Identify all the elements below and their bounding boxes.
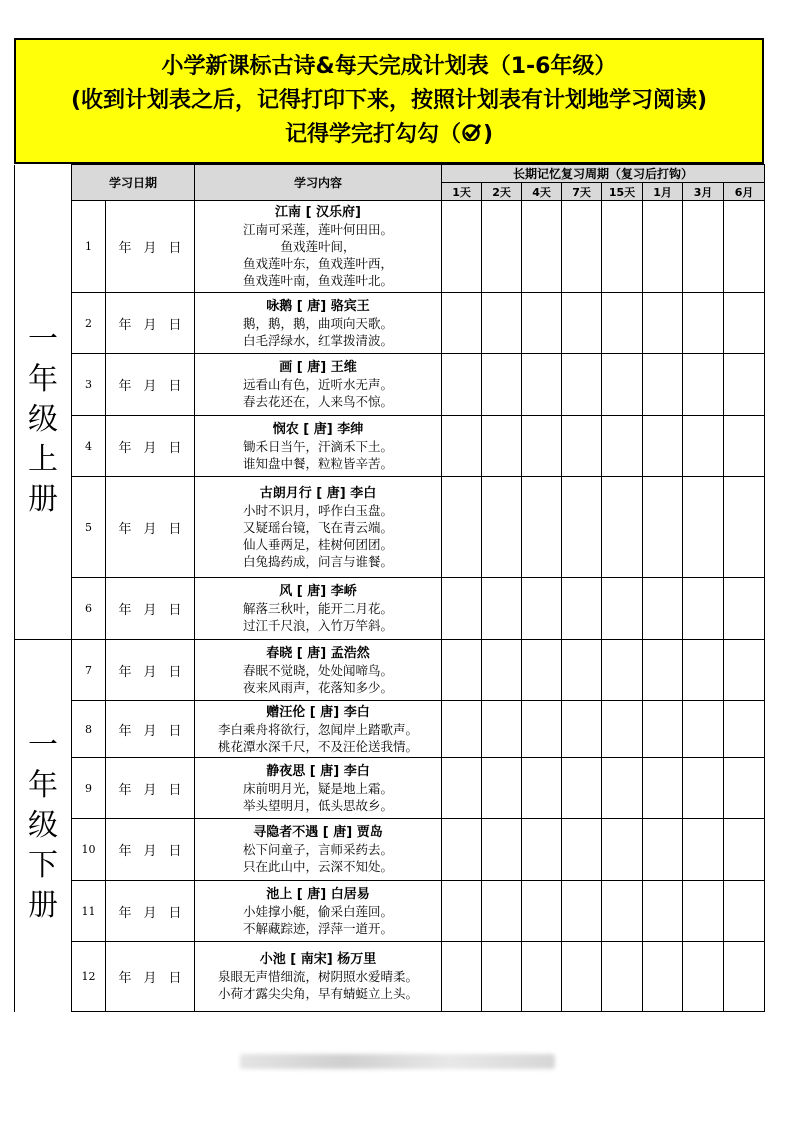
review-checkbox-cell[interactable] [643,201,683,293]
date-field[interactable] [106,354,195,416]
review-checkbox-cell[interactable] [442,942,482,1012]
review-checkbox-cell[interactable] [442,416,482,477]
grade-header-blank [15,165,72,201]
review-checkbox-cell[interactable] [602,477,643,578]
review-checkbox-cell[interactable] [683,578,724,640]
review-checkbox-cell[interactable] [724,293,765,354]
date-part-label: 月 [143,379,157,394]
date-part-label: 日 [168,521,182,537]
date-part-label: 年 [118,440,132,456]
review-checkbox-cell[interactable] [522,578,562,640]
date-part-label: 年 [118,521,132,537]
review-checkbox-cell[interactable] [602,201,643,293]
date-part-label: 日 [168,440,182,456]
row-number: 5 [72,477,106,578]
poem-content [195,354,442,416]
review-checkbox-cell[interactable] [602,701,643,758]
poem-line: 锄禾日当午，汗滴禾下土。 [243,438,394,454]
review-checkbox-cell[interactable] [442,354,482,416]
row-number: 7 [72,640,106,701]
row-number: 6 [72,578,106,640]
review-checkbox-cell[interactable] [482,477,522,578]
date-part-label: 年 [118,379,132,394]
poem-line: 泉眼无声惜细流，树阴照水爱晴柔。 [218,969,419,984]
grade-char: 一 [28,727,58,763]
date-part-label: 月 [143,844,157,859]
review-checkbox-cell[interactable] [724,819,765,881]
review-checkbox-cell[interactable] [482,201,522,293]
date-part-label: 日 [168,971,182,986]
row-number: 2 [72,293,106,354]
review-checkbox-cell[interactable] [522,758,562,819]
row-number: 8 [72,701,106,758]
review-checkbox-cell[interactable] [724,942,765,1012]
date-part-label: 年 [118,664,132,680]
review-checkbox-cell[interactable] [482,293,522,354]
review-checkbox-cell[interactable] [643,758,683,819]
review-day-header: 1月 [643,183,683,201]
date-part-label: 日 [168,723,182,739]
poem-line: 白兔捣药成，问言与谁餐。 [243,553,394,569]
poem-title: 寻隐者不遇 [ 唐] 贾岛 [253,825,383,840]
poem-row [15,640,765,701]
poem-content [195,578,442,640]
date-part-label: 月 [143,440,157,456]
review-checkbox-cell[interactable] [602,758,643,819]
row-number: 3 [72,354,106,416]
poem-line: 解落三秋叶，能开二月花。 [243,601,394,616]
review-checkbox-cell[interactable] [643,354,683,416]
poem-title: 悯农 [ 唐] 李绅 [272,421,364,437]
review-checkbox-cell[interactable] [522,477,562,578]
poem-line: 不解藏踪迹，浮萍一道开。 [243,920,394,936]
review-checkbox-cell[interactable] [643,477,683,578]
grade-char: 年 [28,767,58,803]
poem-line: 松下问童子，言师采药去。 [243,842,394,857]
date-field[interactable] [106,819,195,881]
poem-line: 鱼戏莲叶东，鱼戏莲叶西， [243,256,394,271]
date-part-label: 月 [143,905,157,921]
date-part-label: 月 [143,971,157,986]
col-review-cycle: 长期记忆复习周期（复习后打钩） [442,165,765,183]
review-checkbox-cell[interactable] [643,881,683,942]
review-checkbox-cell[interactable] [442,701,482,758]
date-field[interactable] [106,758,195,819]
date-part-label: 年 [118,723,132,739]
date-part-label: 月 [143,723,157,739]
poem-row [15,354,765,416]
date-part-label: 月 [143,664,157,680]
date-part-label: 日 [168,603,182,618]
review-checkbox-cell[interactable] [724,640,765,701]
poem-title: 春晓 [ 唐] 孟浩然 [266,645,370,661]
col-study-content: 学习内容 [195,165,442,201]
row-number: 4 [72,416,106,477]
date-part-label: 月 [143,317,157,333]
review-checkbox-cell[interactable] [724,201,765,293]
date-field[interactable] [106,640,195,701]
review-checkbox-cell[interactable] [522,881,562,942]
header-reminder-text: 记得学完打勾勾（ [284,122,461,147]
row-number: 12 [72,942,106,1012]
review-checkbox-cell[interactable] [562,578,602,640]
poem-row [15,201,765,293]
grade-label [15,201,72,640]
poem-line: 过江千尺浪，入竹万竿斜。 [243,618,394,633]
review-checkbox-cell[interactable] [482,640,522,701]
review-checkbox-cell[interactable] [562,201,602,293]
date-part-label: 日 [168,379,182,394]
review-checkbox-cell[interactable] [522,819,562,881]
plan-sheet [14,38,764,1012]
poem-title: 赠汪伦 [ 唐] 李白 [266,704,370,720]
poem-line: 举头望明月，低头思故乡。 [243,797,394,813]
review-checkbox-cell[interactable] [482,701,522,758]
review-checkbox-cell[interactable] [482,881,522,942]
poem-row [15,578,765,640]
review-checkbox-cell[interactable] [522,293,562,354]
date-field[interactable] [106,477,195,578]
review-checkbox-cell[interactable] [562,942,602,1012]
col-study-date: 学习日期 [72,165,195,201]
review-checkbox-cell[interactable] [482,578,522,640]
date-part-label: 月 [143,521,157,537]
review-day-header: 7天 [562,183,602,201]
grade-char: 下 [28,847,58,883]
poem-content [195,819,442,881]
poem-row [15,758,765,819]
poem-title: 池上 [ 唐] 白居易 [266,886,370,902]
review-checkbox-cell[interactable] [724,578,765,640]
review-checkbox-cell[interactable] [683,416,724,477]
review-day-header: 4天 [522,183,562,201]
date-part-label: 日 [168,664,182,680]
poem-content [195,942,442,1012]
review-checkbox-cell[interactable] [562,758,602,819]
date-field[interactable] [106,578,195,640]
date-part-label: 月 [143,782,157,798]
review-checkbox-cell[interactable] [442,881,482,942]
poem-line: 仙人垂两足，桂树何团团。 [243,536,394,552]
review-checkbox-cell[interactable] [562,640,602,701]
poem-row [15,477,765,578]
review-checkbox-cell[interactable] [643,942,683,1012]
poem-title: 江南 [ 汉乐府] [275,205,361,220]
poem-row [15,416,765,477]
review-checkbox-cell[interactable] [482,819,522,881]
review-checkbox-cell[interactable] [683,701,724,758]
review-checkbox-cell[interactable] [602,640,643,701]
review-checkbox-cell[interactable] [643,819,683,881]
poem-content [195,416,442,477]
poem-row [15,942,765,1012]
review-checkbox-cell[interactable] [482,942,522,1012]
poem-line: 鱼戏莲叶南，鱼戏莲叶北。 [243,273,394,288]
review-day-header: 15天 [602,183,643,201]
poem-content [195,881,442,942]
date-field[interactable] [106,942,195,1012]
header-title: 小学新课标古诗&每天完成计划表（1-6年级） [161,54,617,79]
poem-title: 小池 [ 南宋] 杨万里 [259,952,377,967]
poem-line: 桃花潭水深千尺，不及汪伦送我情。 [218,738,419,754]
date-part-label: 日 [168,905,182,921]
review-checkbox-cell[interactable] [562,293,602,354]
review-checkbox-cell[interactable] [522,701,562,758]
poem-line: 谁知盘中餐，粒粒皆辛苦。 [243,455,394,471]
review-checkbox-cell[interactable] [602,354,643,416]
review-checkbox-cell[interactable] [442,293,482,354]
review-checkbox-cell[interactable] [442,819,482,881]
poem-line: 鱼戏莲叶间， [280,239,356,254]
grade-char: 级 [28,401,58,437]
review-checkbox-cell[interactable] [643,701,683,758]
poem-line: 又疑瑶台镜，飞在青云端。 [243,519,394,535]
review-day-header: 3月 [683,183,724,201]
date-field[interactable] [106,881,195,942]
date-part-label: 月 [143,603,157,618]
review-checkbox-cell[interactable] [602,578,643,640]
review-checkbox-cell[interactable] [683,942,724,1012]
row-number: 1 [72,201,106,293]
poem-content [195,201,442,293]
review-checkbox-cell[interactable] [683,477,724,578]
poem-title: 风 [ 唐] 李峤 [279,584,357,599]
review-checkbox-cell[interactable] [643,293,683,354]
sheet-header [14,38,764,164]
poem-line: 江南可采莲，莲叶何田田。 [243,222,394,237]
review-checkbox-cell[interactable] [602,819,643,881]
poem-line: 远看山有色，近听水无声。 [243,377,394,392]
review-checkbox-cell[interactable] [724,477,765,578]
review-checkbox-cell[interactable] [562,881,602,942]
review-checkbox-cell[interactable] [683,758,724,819]
poem-line: 春去花还在，人来鸟不惊。 [243,394,394,409]
poem-line: 鹅，鹅，鹅，曲项向天歌。 [243,315,394,331]
review-checkbox-cell[interactable] [442,758,482,819]
poem-content [195,640,442,701]
header-subtitle: (收到计划表之后，记得打印下来，按照计划表有计划地学习阅读) [70,88,708,113]
review-day-header: 6月 [724,183,765,201]
grade-char: 册 [28,887,58,923]
review-checkbox-cell[interactable] [442,578,482,640]
study-plan-table [14,164,765,1012]
grade-char: 年 [28,361,58,397]
header-reminder [285,118,493,152]
grade-char: 册 [28,481,58,517]
review-checkbox-cell[interactable] [724,881,765,942]
poem-row [15,881,765,942]
review-checkbox-cell[interactable] [602,942,643,1012]
poem-title: 咏鹅 [ 唐] 骆宾王 [266,298,370,314]
review-checkbox-cell[interactable] [562,477,602,578]
review-checkbox-cell[interactable] [562,819,602,881]
row-number: 10 [72,819,106,881]
review-checkbox-cell[interactable] [643,416,683,477]
review-checkbox-cell[interactable] [683,640,724,701]
review-checkbox-cell[interactable] [643,640,683,701]
date-part-label: 年 [118,241,132,256]
review-checkbox-cell[interactable] [522,640,562,701]
review-checkbox-cell[interactable] [724,354,765,416]
row-number: 11 [72,881,106,942]
review-checkbox-cell[interactable] [724,701,765,758]
date-part-label: 年 [118,603,132,618]
review-checkbox-cell[interactable] [683,201,724,293]
review-day-header: 2天 [482,183,522,201]
poem-line: 白毛浮绿水，红掌拨清波。 [243,332,394,348]
date-part-label: 年 [118,844,132,859]
grade-char: 上 [28,441,58,477]
review-checkbox-cell[interactable] [562,416,602,477]
poem-line: 春眠不觉晓，处处闻啼鸟。 [243,662,394,678]
date-field[interactable] [106,293,195,354]
review-checkbox-cell[interactable] [602,293,643,354]
poem-row [15,819,765,881]
poem-content [195,477,442,578]
date-part-label: 日 [168,241,182,256]
poem-row [15,293,765,354]
review-checkbox-cell[interactable] [482,354,522,416]
review-checkbox-cell[interactable] [442,640,482,701]
review-checkbox-cell[interactable] [643,578,683,640]
date-part-label: 年 [118,971,132,986]
date-field[interactable] [106,416,195,477]
review-checkbox-cell[interactable] [683,293,724,354]
poem-content [195,701,442,758]
review-checkbox-cell[interactable] [724,416,765,477]
review-checkbox-cell[interactable] [562,701,602,758]
review-checkbox-cell[interactable] [522,201,562,293]
review-checkbox-cell[interactable] [683,881,724,942]
date-part-label: 日 [168,782,182,798]
date-part-label: 日 [168,844,182,859]
checkmark-icon [461,118,483,152]
date-part-label: 年 [118,905,132,921]
poem-line: 李白乘舟将欲行，忽闻岸上踏歌声。 [218,721,419,737]
poem-line: 小娃撑小艇，偷采白莲回。 [243,903,394,919]
poem-row [15,701,765,758]
review-day-header: 1天 [442,183,482,201]
date-part-label: 日 [168,317,182,333]
review-checkbox-cell[interactable] [602,881,643,942]
review-checkbox-cell[interactable] [683,354,724,416]
review-checkbox-cell[interactable] [482,416,522,477]
date-part-label: 月 [143,241,157,256]
grade-label [15,640,72,1012]
poem-title: 画 [ 唐] 王维 [279,360,357,375]
date-field[interactable] [106,701,195,758]
review-checkbox-cell[interactable] [442,201,482,293]
poem-line: 小时不识月，呼作白玉盘。 [243,502,394,518]
poem-content [195,758,442,819]
plan-body [15,201,765,1012]
review-checkbox-cell[interactable] [442,477,482,578]
poem-title: 静夜思 [ 唐] 李白 [266,763,370,779]
review-checkbox-cell[interactable] [602,416,643,477]
grade-char: 级 [28,807,58,843]
poem-content [195,293,442,354]
poem-line: 夜来风雨声，花落知多少。 [243,679,394,695]
poem-line: 小荷才露尖尖角，早有蜻蜓立上头。 [218,986,419,1001]
review-checkbox-cell[interactable] [522,354,562,416]
review-checkbox-cell[interactable] [522,416,562,477]
grade-char: 一 [28,321,58,357]
poem-line: 只在此山中，云深不知处。 [243,859,394,874]
row-number: 9 [72,758,106,819]
header-reminder-close: ) [482,122,494,147]
poem-title: 古朗月行 [ 唐] 李白 [259,485,377,501]
date-part-label: 年 [118,782,132,798]
review-checkbox-cell[interactable] [522,942,562,1012]
review-checkbox-cell[interactable] [683,819,724,881]
review-checkbox-cell[interactable] [482,758,522,819]
review-checkbox-cell[interactable] [562,354,602,416]
date-field[interactable] [106,201,195,293]
blurred-footer [240,1054,555,1069]
poem-line: 床前明月光，疑是地上霜。 [243,780,394,796]
review-checkbox-cell[interactable] [724,758,765,819]
date-part-label: 年 [118,317,132,333]
